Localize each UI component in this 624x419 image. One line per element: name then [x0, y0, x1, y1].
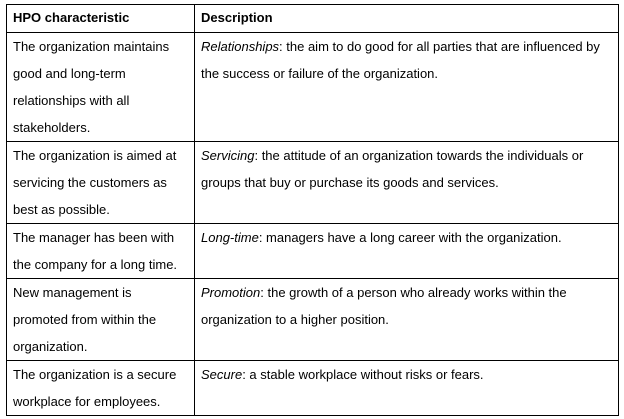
characteristic-cell: The manager has been with the company for a long time. [7, 224, 195, 279]
description-term: Relationships [201, 39, 280, 54]
characteristic-cell: The organization is a secure workplace for employees. [7, 361, 195, 416]
hpo-table [6, 4, 619, 416]
header-hpo-characteristic: HPO characteristic [7, 5, 195, 33]
description-cell [195, 224, 619, 279]
table-row [7, 361, 619, 416]
table-header-row [7, 5, 619, 33]
header-description: Description [195, 5, 619, 33]
description-text: : the aim to do good for all parties that are influenced by the success or failure of the organization. [201, 39, 600, 81]
description-term: Promotion [201, 285, 261, 300]
characteristic-cell: New management is promoted from within the organization. [7, 279, 195, 361]
description-text: : the growth of a person who already works within the organization to a higher position. [201, 285, 567, 327]
description-text: : a stable workplace without risks or fears. [242, 367, 484, 382]
description-text: : the attitude of an organization towards the individuals or groups that buy or purchase its goods and services. [201, 148, 584, 190]
table-row [7, 224, 619, 279]
description-term: Secure [201, 367, 243, 382]
description-cell [195, 279, 619, 361]
characteristic-cell: The organization is aimed at servicing the customers as best as possible. [7, 142, 195, 224]
description-term: Servicing [201, 148, 255, 163]
table-row [7, 279, 619, 361]
description-term: Long-time [201, 230, 259, 245]
characteristic-cell: The organization maintains good and long-term relationships with all stakeholders. [7, 33, 195, 142]
description-text: : managers have a long career with the organization. [258, 230, 562, 245]
table-row [7, 142, 619, 224]
table-row [7, 33, 619, 142]
description-cell [195, 142, 619, 224]
description-cell [195, 33, 619, 142]
description-cell [195, 361, 619, 416]
